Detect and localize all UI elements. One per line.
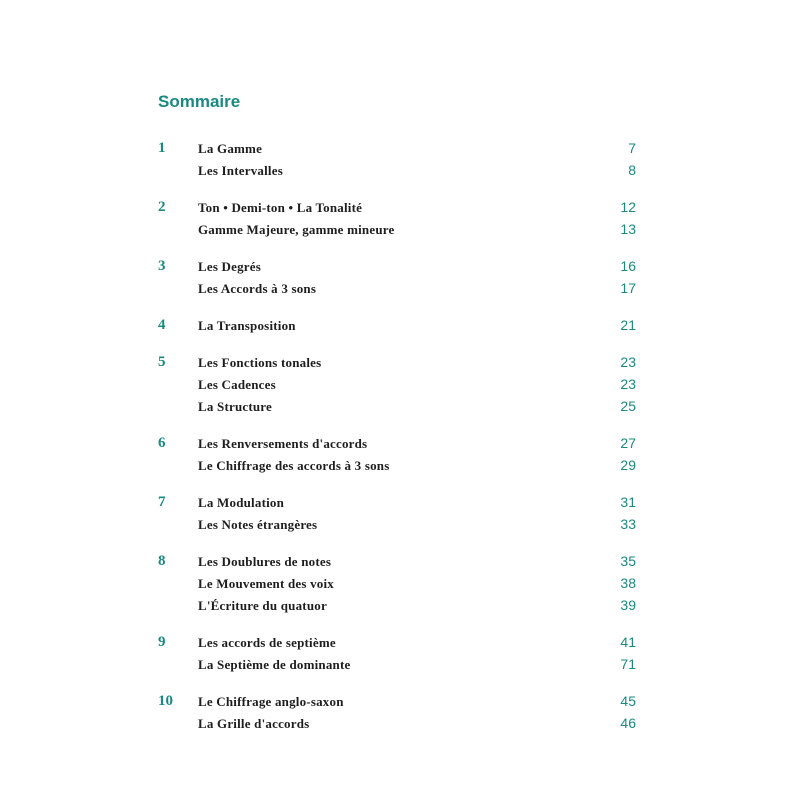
toc-section (158, 550, 636, 616)
entry-page-number: 41 (620, 634, 636, 650)
toc-entry[interactable] (198, 218, 636, 240)
toc-entry[interactable] (198, 432, 636, 454)
entry-page-number: 39 (620, 597, 636, 613)
entry-title: Les Renversements d'accords (198, 436, 368, 451)
entry-page-number: 27 (620, 435, 636, 451)
table-of-contents (158, 137, 636, 749)
toc-entry[interactable] (198, 491, 636, 513)
page-title: Sommaire (158, 92, 241, 111)
entry-title: La Modulation (198, 495, 285, 510)
section-number: 4 (158, 317, 166, 333)
toc-entry[interactable] (198, 137, 636, 159)
entry-page-number: 23 (620, 354, 636, 370)
toc-entry[interactable] (198, 373, 636, 395)
toc-entry[interactable] (198, 351, 636, 373)
toc-entry[interactable] (198, 277, 636, 299)
toc-entry[interactable] (198, 314, 636, 336)
toc-entry[interactable] (198, 550, 636, 572)
section-number: 2 (158, 199, 166, 215)
toc-entry[interactable] (198, 594, 636, 616)
toc-section (158, 351, 636, 417)
entry-title: Le Mouvement des voix (198, 576, 334, 591)
toc-entry[interactable] (198, 513, 636, 535)
entry-title: Les Degrés (198, 259, 262, 274)
toc-entry[interactable] (198, 572, 636, 594)
entry-page-number: 31 (620, 494, 636, 510)
entry-page-number: 13 (620, 221, 636, 237)
toc-entry[interactable] (198, 159, 636, 181)
entry-page-number: 46 (620, 715, 636, 731)
section-number: 5 (158, 354, 166, 370)
toc-section (158, 255, 636, 299)
entry-title: Ton • Demi-ton • La Tonalité (198, 200, 363, 215)
toc-entry[interactable] (198, 653, 636, 675)
toc-section (158, 432, 636, 476)
entry-page-number: 35 (620, 553, 636, 569)
entry-title: Les Intervalles (198, 163, 283, 178)
section-number: 3 (158, 258, 166, 274)
entry-title: Les Notes étrangères (198, 517, 318, 532)
toc-entry[interactable] (198, 454, 636, 476)
toc-section (158, 314, 636, 336)
toc-section (158, 196, 636, 240)
toc-entry[interactable] (198, 196, 636, 218)
entry-title: Les Accords à 3 sons (198, 281, 317, 296)
entry-title: Le Chiffrage des accords à 3 sons (198, 458, 390, 473)
entry-page-number: 21 (620, 317, 636, 333)
entry-page-number: 17 (620, 280, 636, 296)
section-number: 9 (158, 634, 166, 650)
toc-entry[interactable] (198, 712, 636, 734)
toc-section (158, 137, 636, 181)
entry-page-number: 29 (620, 457, 636, 473)
entry-title: Les accords de septième (198, 635, 336, 650)
entry-title: Les Doublures de notes (198, 554, 332, 569)
entry-page-number: 71 (620, 656, 636, 672)
entry-title: Le Chiffrage anglo-saxon (198, 694, 344, 709)
entry-title: La Gamme (198, 141, 263, 156)
entry-title: Les Fonctions tonales (198, 355, 322, 370)
entry-title: La Structure (198, 399, 273, 414)
toc-entry[interactable] (198, 690, 636, 712)
toc-entry[interactable] (198, 255, 636, 277)
section-number: 1 (158, 140, 166, 156)
entry-title: Les Cadences (198, 377, 276, 392)
section-number: 8 (158, 553, 166, 569)
entry-page-number: 7 (628, 140, 636, 156)
entry-page-number: 38 (620, 575, 636, 591)
entry-title: Gamme Majeure, gamme mineure (198, 222, 395, 237)
section-number: 7 (158, 494, 166, 510)
entry-page-number: 16 (620, 258, 636, 274)
entry-page-number: 23 (620, 376, 636, 392)
entry-page-number: 8 (628, 162, 636, 178)
entry-title: La Transposition (198, 318, 296, 333)
entry-page-number: 12 (620, 199, 636, 215)
entry-page-number: 25 (620, 398, 636, 414)
entry-page-number: 45 (620, 693, 636, 709)
toc-section (158, 491, 636, 535)
entry-title: La Grille d'accords (198, 716, 310, 731)
toc-section (158, 690, 636, 734)
entry-title: L'Écriture du quatuor (198, 598, 327, 613)
toc-entry[interactable] (198, 395, 636, 417)
section-number: 10 (158, 693, 173, 709)
toc-section (158, 631, 636, 675)
section-number: 6 (158, 435, 166, 451)
entry-page-number: 33 (620, 516, 636, 532)
toc-entry[interactable] (198, 631, 636, 653)
entry-title: La Septième de dominante (198, 657, 351, 672)
